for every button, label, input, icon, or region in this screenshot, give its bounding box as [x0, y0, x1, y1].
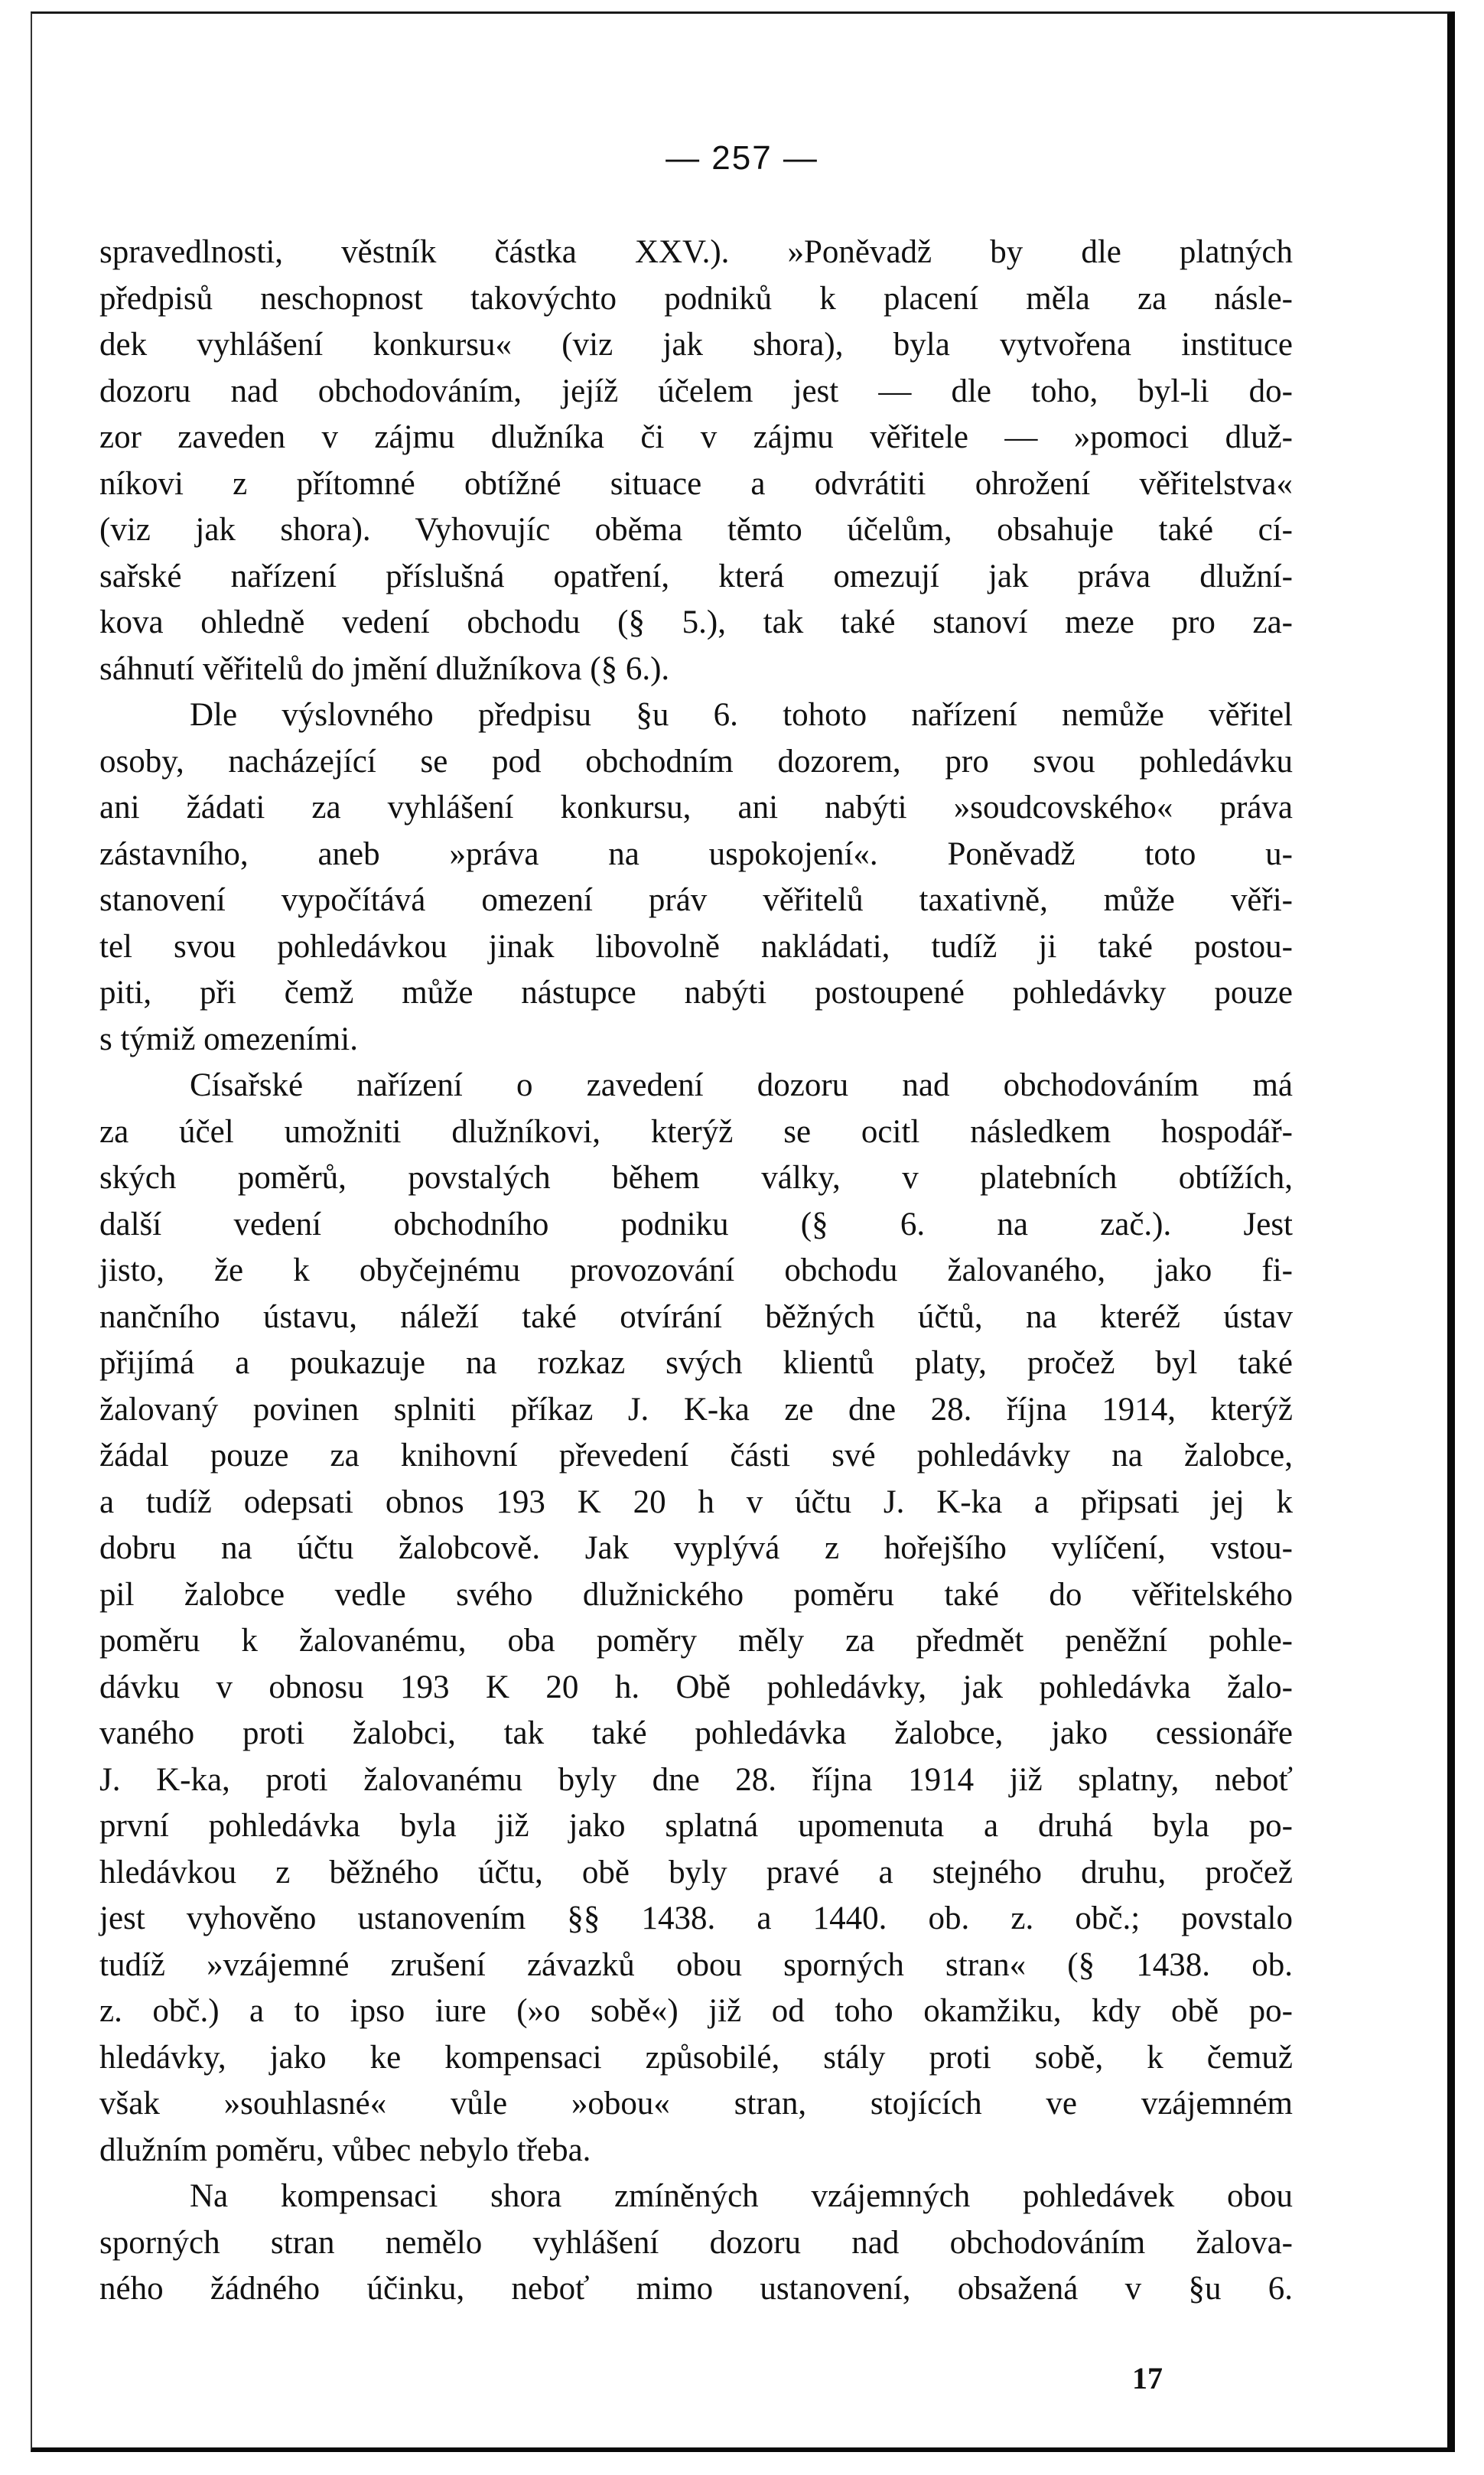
page-number: — 257 — [666, 139, 818, 177]
paragraph-4 [99, 2174, 1293, 2313]
text-line: přijímá a poukazuje na rozkaz svých klientů platy, pročež byl také [99, 1345, 1293, 1381]
text-line: sporných stran nemělo vyhlášení dozoru nad obchodováním žalova- [99, 2224, 1293, 2261]
text-line: sařské nařízení příslušná opatření, která omezují jak práva dlužní- [99, 558, 1293, 594]
text-line: dek vyhlášení konkursu« (viz jak shora), byla vytvořena instituce [99, 327, 1293, 363]
text-line: tudíž »vzájemné zrušení závazků obou sporných stran« (§ 1438. ob. [99, 1946, 1293, 1983]
text-line: kova ohledně vedení obchodu (§ 5.), tak také stanoví meze pro za- [99, 604, 1293, 640]
text-line: za účel umožniti dlužníkovi, kterýž se ocitl následkem hospodář- [99, 1113, 1293, 1150]
text-line: hledávky, jako ke kompensaci způsobilé, stály proti sobě, k čemuž [99, 2039, 1293, 2076]
paragraph-3 [99, 1063, 1293, 2174]
text-line: ských poměrů, povstalých během války, v platebních obtížích, [99, 1160, 1293, 1196]
text-line: s týmiž omezeními. [99, 1021, 358, 1057]
text-line: jest vyhověno ustanovením §§ 1438. a 1440. ob. z. obč.; povstalo [99, 1900, 1293, 1936]
text-line: předpisů neschopnost takovýchto podniků k placení měla za násle- [99, 280, 1293, 317]
text-line: žádal pouze za knihovní převedení části své pohledávky na žalobce, [99, 1438, 1293, 1474]
text-line: zástavního, aneb »práva na uspokojení«. Poněvadž toto u- [99, 835, 1293, 872]
text-line: první pohledávka byla již jako splatná upomenuta a druhá byla po- [99, 1808, 1293, 1844]
text-line: J. K-ka, proti žalovanému byly dne 28. října 1914 již splatny, neboť [99, 1761, 1293, 1798]
text-line: jisto, že k obyčejnému provozování obchodu žalovaného, jako fi- [99, 1252, 1293, 1288]
text-line: dlužním poměru, vůbec nebylo třeba. [99, 2131, 591, 2168]
text-line: pil žalobce vedle svého dlužnického poměru také do věřitelského [99, 1576, 1293, 1613]
text-line: z. obč.) a to ipso iure (»o sobě«) již od toho okamžiku, kdy obě po- [99, 1993, 1293, 2029]
text-line: ného žádného účinku, neboť mimo ustanovení, obsažená v §u 6. [99, 2271, 1293, 2307]
text-line: další vedení obchodního podniku (§ 6. na zač.). Jest [99, 1206, 1293, 1242]
text-line: dozoru nad obchodováním, jejíž účelem jest — dle toho, byl-li do- [99, 373, 1293, 409]
text-line: piti, při čemž může nástupce nabýti postoupené pohledávky pouze [99, 975, 1293, 1011]
text-line: spravedlnosti, věstník částka XXV.). »Poněvadž by dle platných [99, 234, 1293, 270]
text-line: však »souhlasné« vůle »obou« stran, stojících ve vzájemném [99, 2086, 1293, 2122]
paragraph-1 [99, 230, 1293, 692]
text-line: (viz jak shora). Vyhovujíc oběma těmto účelům, obsahuje také cí- [99, 512, 1293, 548]
text-line: vaného proti žalobci, tak také pohledávka žalobce, jako cessionáře [99, 1715, 1293, 1751]
text-line: tel svou pohledávkou jinak libovolně nakládati, tudíž ji také postou- [99, 928, 1293, 965]
signature-mark: 17 [1132, 2361, 1163, 2395]
text-line: ani žádati za vyhlášení konkursu, ani nabýti »soudcovského« práva [99, 790, 1293, 826]
text-line: Na kompensaci shora zmíněných vzájemných pohledávek obou [190, 2178, 1293, 2214]
text-line: a tudíž odepsati obnos 193 K 20 h v účtu J. K-ka a připsati jej k [99, 1483, 1293, 1520]
text-line: sáhnutí věřitelů do jmění dlužníkova (§ 6.). [99, 650, 670, 687]
text-line: dobru na účtu žalobcově. Jak vyplývá z hořejšího vylíčení, vstou- [99, 1530, 1293, 1566]
text-line: osoby, nacházející se pod obchodním dozorem, pro svou pohledávku [99, 743, 1293, 780]
text-line: Císařské nařízení o zavedení dozoru nad obchodováním má [190, 1067, 1293, 1103]
text-line: Dle výslovného předpisu §u 6. tohoto nařízení nemůže věřitel [190, 697, 1293, 733]
text-line: stanovení vypočítává omezení práv věřitelů taxativně, může věři- [99, 882, 1293, 918]
body-text [99, 230, 1293, 2313]
text-line: dávku v obnosu 193 K 20 h. Obě pohledávky, jak pohledávka žalo- [99, 1669, 1293, 1705]
text-line: žalovaný povinen splniti příkaz J. K-ka ze dne 28. října 1914, kterýž [99, 1391, 1293, 1428]
text-line: poměru k žalovanému, oba poměry měly za předmět peněžní pohle- [99, 1623, 1293, 1659]
text-line: níkovi z přítomné obtížné situace a odvrátiti ohrožení věřitelstva« [99, 465, 1293, 502]
text-line: zor zaveden v zájmu dlužníka či v zájmu věřitele — »pomoci dluž- [99, 419, 1293, 455]
text-line: nančního ústavu, náleží také otvírání běžných účtů, na kteréž ústav [99, 1298, 1293, 1335]
text-line: hledávkou z běžného účtu, obě byly pravé a stejného druhu, pročež [99, 1854, 1293, 1890]
paragraph-2 [99, 692, 1293, 1063]
